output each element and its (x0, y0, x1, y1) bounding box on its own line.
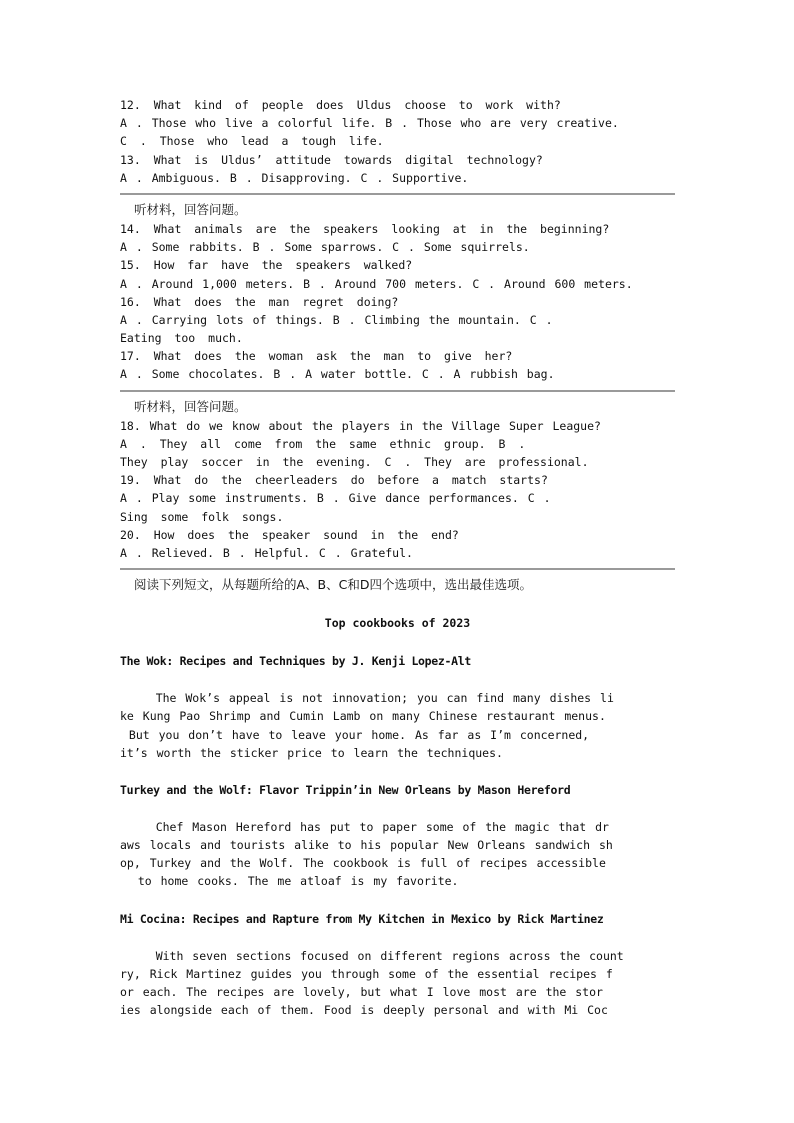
questions-14-17 (120, 200, 675, 384)
question-18: 18. What do we know about the players in the Village Super League? (120, 418, 601, 433)
question-18-options-cont: They play soccer in the evening. C . They are professional. (120, 455, 589, 469)
question-12-options-ab: A . Those who live a colorful life. B . Those who are very creative. (120, 116, 619, 131)
question-14-options: A . Some rabbits. B . Some sparrows. C . Some squirrels. (120, 240, 530, 255)
question-17: 17. What does the woman ask the man to give her? (120, 349, 513, 364)
review-line: ry, Rick Martinez guides you through some of the essential recipes f (120, 966, 613, 981)
question-20-options: A . Relieved. B . Helpful. C . Grateful. (120, 545, 413, 560)
question-16-options: A . Carrying lots of things. B . Climbing the mountain. C . (120, 312, 553, 327)
question-13: 13. What is Uldus’ attitude towards digital technology? (120, 152, 543, 167)
book-heading: Turkey and the Wolf: Flavor Trippin’in New Orleans by Mason Hereford (120, 782, 571, 797)
review-line: ke Kung Pao Shrimp and Cumin Lamb on many Chinese restaurant menus. (120, 709, 606, 724)
review-line: it’s worth the sticker price to learn the techniques. (120, 745, 503, 760)
reading-section (120, 575, 675, 1019)
section-divider (120, 568, 675, 570)
review-line: The Wok’s appeal is not innovation; you can find many dishes li (120, 691, 614, 706)
question-14: 14. What animals are the speakers looking at in the beginning? (120, 221, 610, 236)
question-16: 16. What does the man regret doing? (120, 294, 399, 309)
question-19: 19. What do the cheerleaders do before a match starts? (120, 473, 548, 488)
book-review (120, 947, 675, 1020)
book-heading: The Wok: Recipes and Techniques by J. Kenji Lopez-Alt (120, 654, 472, 669)
question-19-options: A . Play some instruments. B . Give dance performances. C . (120, 491, 551, 506)
question-12-option-c: C . Those who lead a tough life. (120, 134, 384, 149)
question-16-option-c: Eating too much. (120, 331, 243, 346)
passage-title: Top cookbooks of 2023 (324, 616, 471, 631)
section-divider (120, 390, 675, 392)
book-review (120, 689, 675, 762)
document-page (120, 96, 675, 1019)
questions-12-13 (120, 96, 675, 187)
question-15: 15. How far have the speakers walked? (120, 258, 413, 273)
reading-instruction: 阅读下列短文，从每题所给的A、B、C和D四个选项中，选出最佳选项。 (134, 577, 532, 593)
review-line: aws locals and tourists alike to his popular New Orleans sandwich sh (120, 838, 613, 853)
question-15-options: A . Around 1,000 meters. B . Around 700 meters. C . Around 600 meters. (120, 276, 633, 291)
book-review (120, 818, 675, 891)
review-line: ies alongside each of them. Food is deeply personal and with Mi Coc (120, 1003, 608, 1018)
review-line: With seven sections focused on different regions across the count (120, 948, 624, 963)
section-divider (120, 193, 675, 195)
question-13-options: A . Ambiguous. B . Disapproving. C . Supportive. (120, 170, 469, 185)
book-heading: Mi Cocina: Recipes and Rapture from My Kitchen in Mexico by Rick Martinez (120, 911, 604, 926)
review-line: or each. The recipes are lovely, but what I love most are the stor (120, 985, 603, 999)
listening-instruction: 听材料，回答问题。 (134, 398, 247, 414)
review-line: Chef Mason Hereford has put to paper some of the magic that dr (120, 819, 609, 834)
review-line: op, Turkey and the Wolf. The cookbook is full of recipes accessible (120, 856, 606, 871)
question-18-options: A . They all come from the same ethnic group. B . (120, 436, 526, 451)
questions-18-20 (120, 397, 675, 563)
listening-instruction: 听材料，回答问题。 (134, 201, 247, 217)
question-19-option-c: Sing some folk songs. (120, 509, 284, 524)
question-17-options: A . Some chocolates. B . A water bottle. C . A rubbish bag. (120, 367, 555, 382)
question-20: 20. How does the speaker sound in the end? (120, 527, 459, 542)
review-line: But you don’t have to leave your home. As far as I’m concerned, (120, 727, 590, 742)
review-line: to home cooks. The me atloaf is my favorite. (120, 874, 459, 889)
question-12: 12. What kind of people does Uldus choose to work with? (120, 98, 561, 112)
